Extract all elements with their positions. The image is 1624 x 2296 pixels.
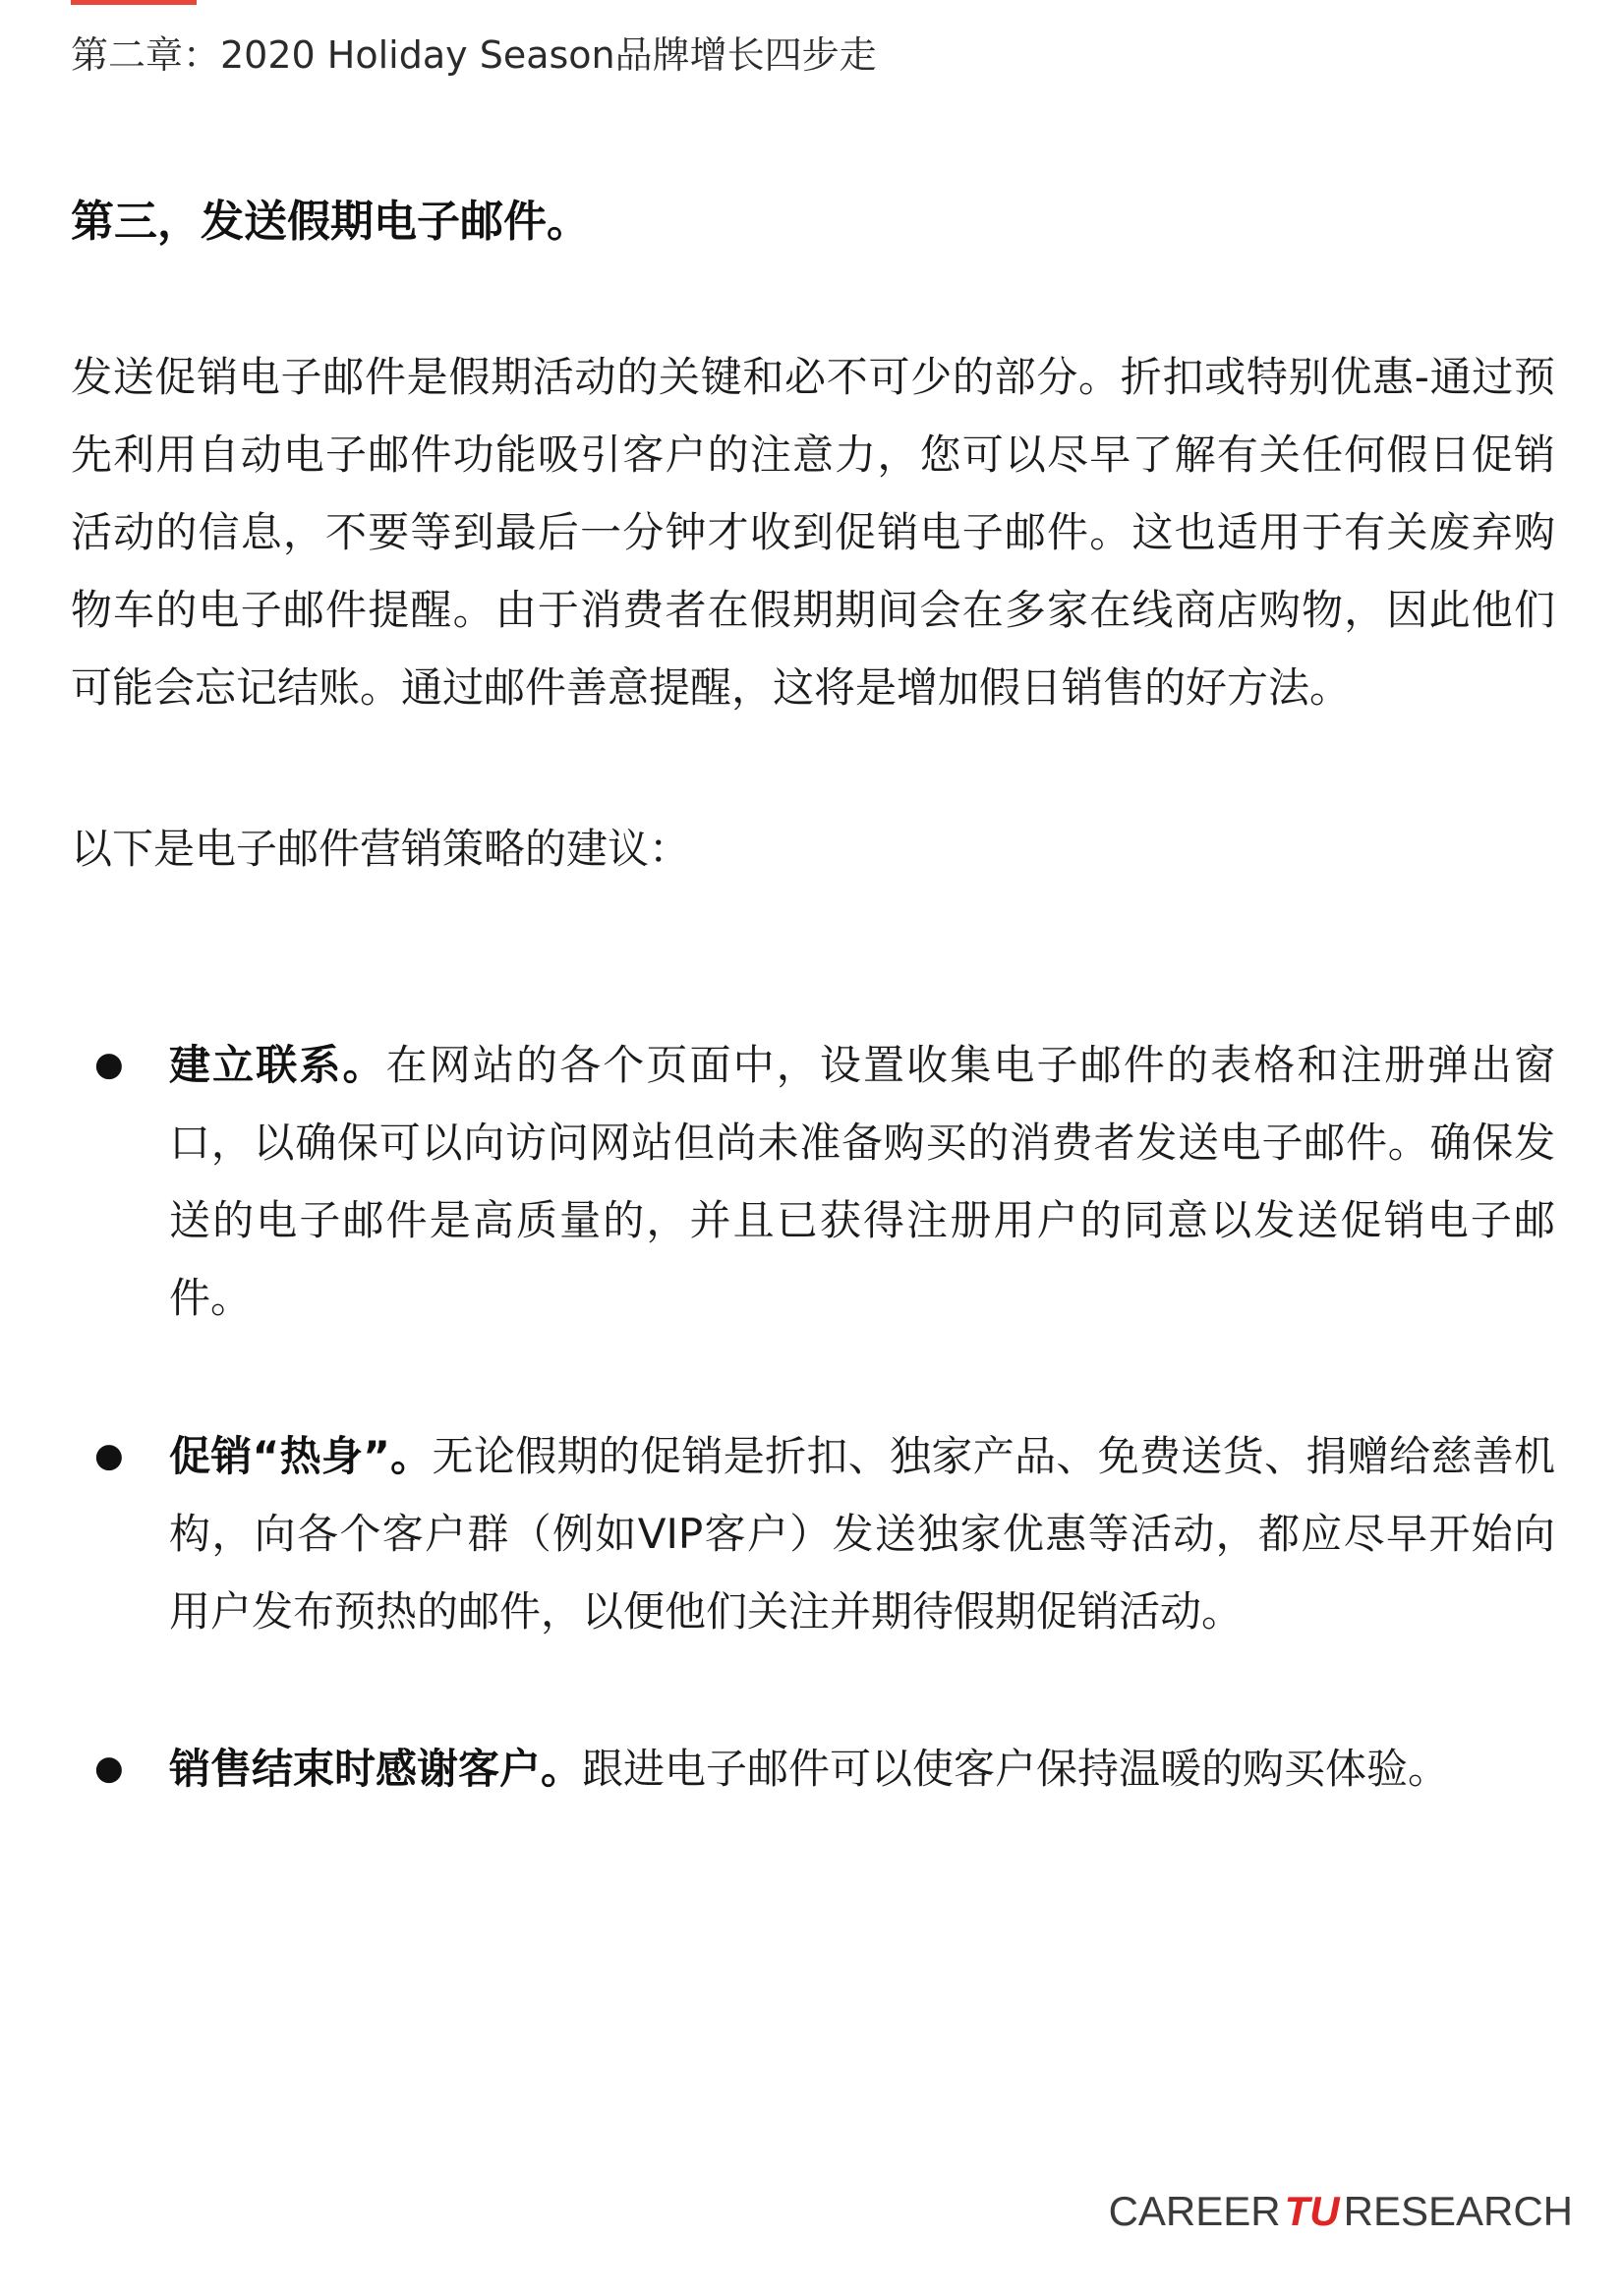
chapter-header: 第二章：2020 Holiday Season品牌增长四步走: [71, 33, 877, 77]
list-item: [94, 1026, 1555, 1337]
list-item-heading: 建立联系。: [169, 1041, 386, 1089]
list-item: [94, 1730, 1555, 1808]
list-item-heading: 销售结束时感谢客户。: [169, 1745, 583, 1793]
list-item: [94, 1417, 1555, 1650]
list-item-body: 跟进电子邮件可以使客户保持温暖的购买体验。: [582, 1745, 1450, 1793]
brand-logo: [1109, 2182, 1573, 2241]
logo-mark: TU: [1284, 2188, 1340, 2234]
bullet-icon: ●: [94, 1045, 124, 1084]
intro-paragraph: 发送促销电子邮件是假期活动的关键和必不可少的部分。折扣或特别优惠-通过预先利用自动电子邮件功能吸引客户的注意力，您可以尽早了解有关任何假日促销活动的信息，不要等到最后一分钟才收到促销电子邮件。这也适用于有关废弃购物车的电子邮件提醒。由于消费者在假期期间会在多家在线商店购物，因此他们可能会忘记结账。通过邮件善意提醒，这将是增加假日销售的好方法。: [71, 353, 1555, 712]
logo-text-career: CAREER: [1108, 2188, 1281, 2234]
section-title: 第三，发送假期电子邮件。: [71, 197, 590, 247]
logo-text-research: RESEARCH: [1343, 2188, 1573, 2234]
list-item-heading: 促销“热身”。: [169, 1432, 433, 1480]
list-item-body: 在网站的各个页面中，设置收集电子邮件的表格和注册弹出窗口，以确保可以向访问网站但尚未准备购买的消费者发送电子邮件。确保发送的电子邮件是高质量的，并且已获得注册用户的同意以发送促销电子邮件。: [169, 1041, 1555, 1322]
list-item-body: 无论假期的促销是折扣、独家产品、免费送货、捐赠给慈善机构，向各个客户群（例如VIP客户）发送独家优惠等活动，都应尽早开始向用户发布预热的邮件，以便他们关注并期待假期促销活动。: [169, 1432, 1555, 1636]
top-accent-bar: [71, 0, 197, 5]
bullet-icon: ●: [94, 1436, 124, 1475]
list-lead-text: 以下是电子邮件营销策略的建议：: [71, 825, 691, 873]
bullet-icon: ●: [94, 1749, 124, 1788]
